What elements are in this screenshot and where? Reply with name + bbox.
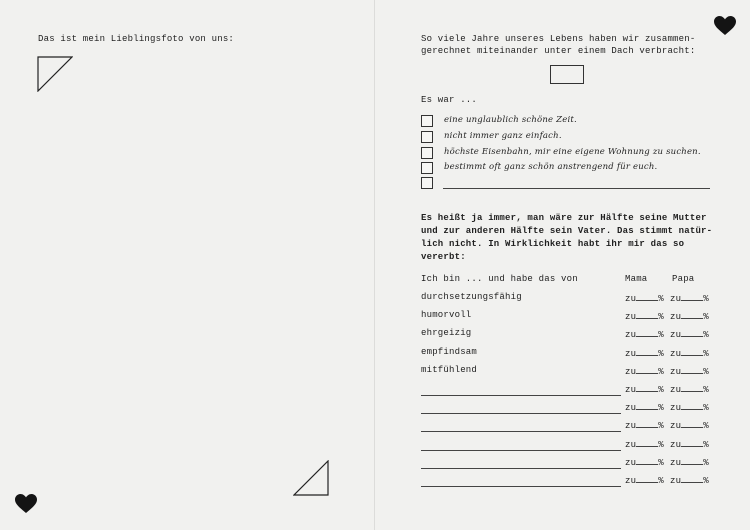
heritage-text-line-4: vererbt: — [421, 252, 466, 262]
trait-row — [421, 401, 721, 418]
option-label: eine unglaublich schöne Zeit. — [444, 115, 577, 125]
mama-percent-field[interactable] — [625, 419, 664, 431]
trait-name: mitfühlend — [421, 364, 478, 375]
trait-row — [421, 438, 721, 455]
trait-name: humorvoll — [421, 310, 472, 321]
option-checkbox[interactable] — [421, 147, 433, 159]
papa-percent-field[interactable] — [670, 383, 709, 395]
percent-blank[interactable] — [681, 401, 703, 410]
trait-row — [421, 365, 721, 382]
percent-prefix: zu — [625, 403, 637, 414]
percent-suffix: % — [658, 439, 664, 450]
trait-name: durchsetzungsfähig — [421, 292, 522, 302]
table-header-papa: Papa — [672, 274, 695, 284]
trait-row — [421, 292, 721, 309]
percent-prefix: zu — [625, 421, 637, 432]
percent-blank[interactable] — [681, 456, 703, 465]
papa-percent-field[interactable] — [670, 456, 709, 468]
percent-prefix: zu — [625, 385, 637, 395]
option-checkbox[interactable] — [421, 115, 433, 127]
percent-suffix: % — [703, 366, 709, 377]
table-header-label: Ich bin ... und habe das von — [421, 274, 578, 284]
heritage-text-line-2: und zur anderen Hälfte sein Vater. Das stimmt natür- — [421, 226, 713, 236]
percent-suffix: % — [658, 330, 664, 341]
papa-percent-field[interactable] — [670, 365, 709, 377]
option-label: nicht immer ganz einfach. — [444, 131, 562, 141]
percent-prefix: zu — [625, 439, 637, 450]
percent-suffix: % — [658, 366, 664, 377]
heritage-text-line-1: Es heißt ja immer, man wäre zur Hälfte seine Mutter — [421, 213, 707, 223]
es-war-label: Es war ... — [421, 95, 478, 105]
percent-suffix: % — [658, 403, 664, 414]
trait-write-in-line[interactable] — [421, 395, 621, 396]
percent-blank[interactable] — [681, 310, 703, 319]
papa-percent-field[interactable] — [670, 401, 709, 413]
heart-icon — [15, 494, 37, 514]
mama-percent-field[interactable] — [625, 383, 664, 395]
percent-prefix: zu — [625, 476, 637, 486]
percent-blank[interactable] — [681, 438, 703, 447]
right-page — [375, 0, 750, 530]
percent-blank[interactable] — [636, 310, 658, 319]
percent-prefix: zu — [625, 294, 637, 304]
percent-suffix: % — [658, 476, 664, 486]
trait-row — [421, 383, 721, 400]
years-text-line-2: gerechnet miteinander unter einem Dach verbracht: — [421, 46, 696, 56]
years-input-box[interactable] — [550, 65, 584, 84]
heritage-text-line-3: lich nicht. In Wirklichkeit habt ihr mir das so — [421, 239, 685, 249]
papa-percent-field[interactable] — [670, 310, 709, 322]
percent-prefix: zu — [670, 294, 682, 304]
percent-suffix: % — [703, 476, 709, 486]
papa-percent-field[interactable] — [670, 328, 709, 340]
table-header-mama: Mama — [625, 274, 648, 284]
percent-blank[interactable] — [636, 328, 658, 337]
percent-suffix: % — [703, 330, 709, 341]
percent-suffix: % — [658, 348, 664, 359]
percent-prefix: zu — [625, 348, 637, 359]
trait-row — [421, 474, 721, 491]
mama-percent-field[interactable] — [625, 438, 664, 450]
percent-prefix: zu — [670, 385, 682, 395]
mama-percent-field[interactable] — [625, 365, 664, 377]
papa-percent-field[interactable] — [670, 474, 709, 486]
percent-suffix: % — [658, 457, 664, 468]
percent-prefix: zu — [670, 439, 682, 450]
trait-write-in-line[interactable] — [421, 413, 621, 414]
heart-icon — [714, 16, 736, 36]
percent-blank[interactable] — [636, 474, 658, 483]
percent-prefix: zu — [670, 348, 682, 359]
percent-prefix: zu — [625, 457, 637, 468]
percent-blank[interactable] — [636, 383, 658, 392]
mama-percent-field[interactable] — [625, 474, 664, 486]
percent-suffix: % — [703, 312, 709, 323]
option-checkbox[interactable] — [421, 177, 433, 189]
percent-prefix: zu — [670, 476, 682, 486]
option-checkbox[interactable] — [421, 162, 433, 174]
percent-suffix: % — [703, 439, 709, 450]
trait-row — [421, 419, 721, 436]
percent-suffix: % — [703, 421, 709, 432]
trait-name: empfindsam — [421, 346, 478, 357]
percent-blank[interactable] — [681, 383, 703, 392]
percent-suffix: % — [658, 294, 664, 304]
percent-blank[interactable] — [681, 419, 703, 428]
photo-caption: Das ist mein Lieblingsfoto von uns: — [38, 34, 235, 44]
papa-percent-field[interactable] — [670, 438, 709, 450]
percent-suffix: % — [703, 385, 709, 395]
trait-row — [421, 347, 721, 364]
percent-prefix: zu — [625, 312, 637, 323]
percent-blank[interactable] — [681, 328, 703, 337]
mama-percent-field[interactable] — [625, 310, 664, 322]
trait-write-in-line[interactable] — [421, 431, 621, 432]
percent-blank[interactable] — [681, 347, 703, 356]
percent-prefix: zu — [670, 312, 682, 323]
percent-prefix: zu — [670, 457, 682, 468]
mama-percent-field[interactable] — [625, 456, 664, 468]
percent-blank[interactable] — [636, 456, 658, 465]
photo-corner-top-left-icon — [37, 56, 73, 92]
percent-blank[interactable] — [636, 419, 658, 428]
photo-corner-bottom-right-icon — [293, 460, 329, 496]
percent-suffix: % — [703, 294, 709, 304]
percent-blank[interactable] — [681, 365, 703, 374]
percent-prefix: zu — [625, 366, 637, 377]
trait-row — [421, 310, 721, 327]
percent-prefix: zu — [670, 421, 682, 432]
percent-blank[interactable] — [681, 474, 703, 483]
papa-percent-field[interactable] — [670, 347, 709, 359]
trait-write-in-line[interactable] — [421, 450, 621, 451]
percent-blank[interactable] — [636, 365, 658, 374]
percent-prefix: zu — [625, 330, 637, 341]
mama-percent-field[interactable] — [625, 328, 664, 340]
percent-blank[interactable] — [636, 347, 658, 356]
years-text-line-1: So viele Jahre unseres Lebens haben wir zusammen- — [421, 34, 696, 44]
option-checkbox[interactable] — [421, 131, 433, 143]
trait-row — [421, 456, 721, 473]
option-label: bestimmt oft ganz schön anstrengend für euch. — [444, 162, 658, 172]
percent-suffix: % — [703, 403, 709, 414]
percent-prefix: zu — [670, 403, 682, 414]
percent-suffix: % — [703, 348, 709, 359]
trait-write-in-line[interactable] — [421, 468, 621, 469]
trait-write-in-line[interactable] — [421, 486, 621, 487]
percent-blank[interactable] — [636, 401, 658, 410]
papa-percent-field[interactable] — [670, 419, 709, 431]
percent-suffix: % — [703, 457, 709, 468]
option-label: höchste Eisenbahn, mir eine eigene Wohnung zu suchen. — [444, 147, 701, 157]
mama-percent-field[interactable] — [625, 347, 664, 359]
option-write-in-line[interactable] — [443, 188, 710, 189]
papa-percent-field[interactable] — [670, 292, 709, 304]
percent-suffix: % — [658, 385, 664, 395]
mama-percent-field[interactable] — [625, 401, 664, 413]
mama-percent-field[interactable] — [625, 292, 664, 304]
percent-blank[interactable] — [636, 292, 658, 301]
percent-blank[interactable] — [636, 438, 658, 447]
trait-row — [421, 328, 721, 345]
percent-blank[interactable] — [681, 292, 703, 301]
percent-suffix: % — [658, 312, 664, 323]
percent-prefix: zu — [670, 330, 682, 341]
percent-suffix: % — [658, 421, 664, 432]
percent-prefix: zu — [670, 366, 682, 377]
trait-name: ehrgeizig — [421, 328, 472, 339]
